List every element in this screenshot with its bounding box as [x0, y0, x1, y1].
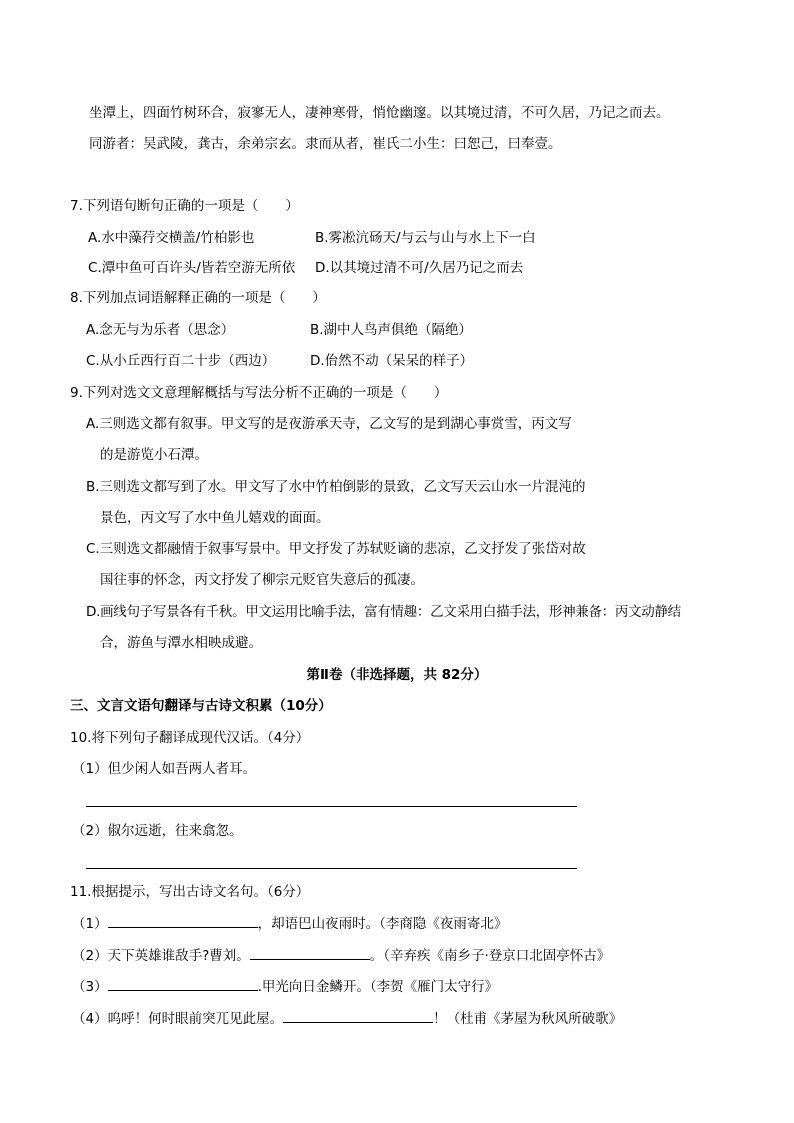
passage-line: 坐潭上，四面竹树环合，寂寥无人，凄神寒骨，悄怆幽邃。以其境过清，不可久居，乃记之而去。: [89, 105, 670, 121]
option-c: C.潭中鱼可百许头/皆若空游无所依: [88, 260, 296, 276]
answer-blank[interactable]: [250, 945, 370, 960]
option-a-cont: 的是游览小石潭。: [100, 447, 208, 463]
question-stem: 11.根据提示，写出古诗文名句。（6分）: [70, 884, 310, 900]
item-3: （3） .甲光向日金鳞开。（李贺《雁门太守行》: [72, 976, 498, 997]
item-2: （2）天下英雄谁敌手?曹刘。 。（辛弃疾《南乡子·登京口北固亭怀古》: [72, 945, 610, 966]
question-stem: 7.下列语句断句正确的一项是（ ）: [70, 198, 299, 214]
option-c-cont: 国往事的怀念，丙文抒发了柳宗元贬官失意后的孤凄。: [100, 572, 424, 588]
passage-line: 同游者：吴武陵，龚古，余弟宗玄。隶而从者，崔氏二小生：曰恕己，曰奉壹。: [89, 136, 562, 152]
item-4: （4）呜呼！何时眼前突兀见此屋。 ！（杜甫《茅屋为秋风所破歌》: [72, 1008, 622, 1029]
option-b: B.雾凇沆砀天/与云与山与水上下一白: [315, 230, 536, 246]
question-stem: 10.将下列句子翻译成现代汉话。（4分）: [70, 730, 310, 746]
section-3-title: 三、文言文语句翻译与古诗文积累（10分）: [70, 698, 332, 714]
item-1: （1） ，却语巴山夜雨时。（李商隐《夜雨寄北》: [72, 913, 507, 934]
question-stem: 8.下列加点词语解释正确的一项是（ ）: [70, 290, 326, 306]
option-d: D.以其境过清不可/久居乃记之而去: [315, 260, 524, 276]
sentence-2: （2）俶尔远逝，往来翕忽。: [72, 823, 243, 839]
option-d-cont: 合，游鱼与潭水相映成避。: [100, 635, 262, 651]
answer-blank[interactable]: [108, 913, 258, 928]
option-c: C.从小丘西行百二十步（西边）: [86, 353, 276, 369]
option-b: B.湖中人鸟声俱绝（隔绝）: [310, 322, 473, 338]
answer-blank[interactable]: [283, 1008, 433, 1023]
option-d: D.画线句子写景各有千秋。甲文运用比喻手法，富有情趣：乙文采用白描手法，形神兼备：丙文动静结: [86, 604, 681, 620]
option-a: A.三则选文都有叙事。甲文写的是夜游承天寺，乙文写的是到湖心事赏雪，丙文写: [86, 416, 572, 432]
option-d: D.佁然不动（呆呆的样子）: [310, 353, 474, 369]
option-b: B.三则选文都写到了水。甲文写了水中竹柏倒影的景致，乙文写天云山水一片混沌的: [86, 479, 586, 495]
answer-line[interactable]: [86, 806, 577, 807]
question-stem: 9.下列对选文文意理解概括与写法分析不正确的一项是（ ）: [70, 385, 448, 401]
sentence-1: （1）但少闲人如吾两人者耳。: [72, 761, 257, 777]
option-c: C.三则选文都融情于叙事写景中。甲文抒发了苏轼贬谪的悲凉，乙文抒发了张岱对故: [86, 541, 586, 557]
part-2-title: 第Ⅱ卷（非选择题，共 82分）: [306, 667, 488, 683]
answer-line[interactable]: [86, 868, 577, 869]
option-a: A.水中藻荇交横盖/竹柏影也: [88, 230, 255, 246]
option-b-cont: 景色，丙文写了水中鱼儿嬉戏的面面。: [100, 510, 330, 526]
answer-blank[interactable]: [108, 976, 258, 991]
option-a: A.念无与为乐者（思念）: [86, 322, 235, 338]
